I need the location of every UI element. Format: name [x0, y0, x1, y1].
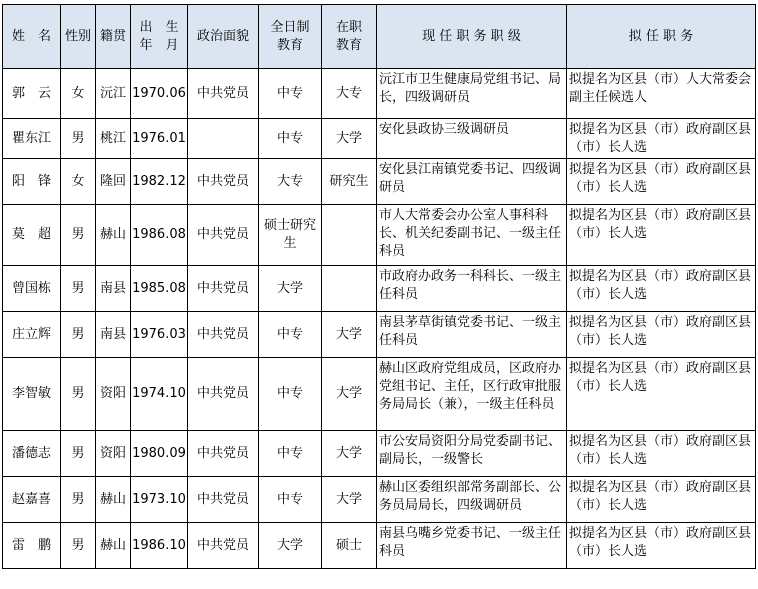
cell-fulltime-edu: 中专	[259, 69, 322, 119]
table-row	[3, 358, 756, 431]
cell-birth: 1985.08	[131, 266, 188, 312]
header-birth-line1: 出 生	[139, 19, 179, 35]
cell-current-post: 市公安局资阳分局党委副书记、副局长，一级警长	[377, 431, 567, 477]
cell-origin: 资阳	[96, 431, 131, 477]
cell-name: 赵嘉喜	[3, 477, 61, 523]
cell-gender: 男	[61, 523, 96, 569]
cell-inservice-edu: 大专	[322, 69, 377, 119]
table-row	[3, 477, 756, 523]
cell-proposed-post: 拟提名为区县（市）政府副区县（市）长人选	[567, 119, 756, 159]
cell-proposed-post: 拟提名为区县（市）政府副区县（市）长人选	[567, 523, 756, 569]
cell-fulltime-edu: 硕士研究生	[259, 205, 322, 266]
cell-name: 郭 云	[3, 69, 61, 119]
header-row	[3, 5, 756, 69]
cell-inservice-edu: 大学	[322, 119, 377, 159]
cell-gender: 男	[61, 312, 96, 358]
cell-origin: 南县	[96, 266, 131, 312]
cell-inservice-edu: 大学	[322, 358, 377, 431]
cell-proposed-post: 拟提名为区县（市）政府副区县（市）长人选	[567, 312, 756, 358]
cell-fulltime-edu: 中专	[259, 477, 322, 523]
cell-origin: 桃江	[96, 119, 131, 159]
cell-name: 雷 鹏	[3, 523, 61, 569]
cell-inservice-edu: 研究生	[322, 159, 377, 205]
cell-origin: 赫山	[96, 477, 131, 523]
cell-proposed-post: 拟提名为区县（市）政府副区县（市）长人选	[567, 431, 756, 477]
cell-inservice-edu	[322, 205, 377, 266]
cell-current-post: 市政府办政务一科科长、一级主任科员	[377, 266, 567, 312]
cell-gender: 男	[61, 431, 96, 477]
header-birth	[131, 5, 188, 69]
cell-current-post: 沅江市卫生健康局党组书记、局长，四级调研员	[377, 69, 567, 119]
cell-fulltime-edu: 大专	[259, 159, 322, 205]
cell-proposed-post: 拟提名为区县（市）政府副区县（市）长人选	[567, 477, 756, 523]
table-row	[3, 159, 756, 205]
cell-party: 中共党员	[188, 205, 259, 266]
header-party: 政治面貌	[188, 5, 259, 69]
cell-origin: 沅江	[96, 69, 131, 119]
cell-party: 中共党员	[188, 358, 259, 431]
cell-proposed-post: 拟提名为区县（市）政府副区县（市）长人选	[567, 159, 756, 205]
cell-birth: 1986.10	[131, 523, 188, 569]
header-fulltime-edu-line2: 教育	[276, 37, 303, 53]
header-origin: 籍贯	[96, 5, 131, 69]
cell-origin: 资阳	[96, 358, 131, 431]
header-fulltime-edu	[259, 5, 322, 69]
cell-origin: 赫山	[96, 205, 131, 266]
header-current-post: 现 任 职 务 职 级	[377, 5, 567, 69]
cell-gender: 男	[61, 477, 96, 523]
cell-fulltime-edu: 中专	[259, 431, 322, 477]
cell-proposed-post: 拟提名为区县（市）政府副区县（市）长人选	[567, 358, 756, 431]
cell-fulltime-edu: 中专	[259, 358, 322, 431]
cell-party: 中共党员	[188, 312, 259, 358]
candidate-table	[2, 4, 756, 569]
cell-name: 曾国栋	[3, 266, 61, 312]
cell-fulltime-edu: 中专	[259, 119, 322, 159]
table-row	[3, 523, 756, 569]
cell-birth: 1976.01	[131, 119, 188, 159]
cell-gender: 女	[61, 69, 96, 119]
header-name: 姓 名	[3, 5, 61, 69]
cell-proposed-post: 拟提名为区县（市）政府副区县（市）长人选	[567, 205, 756, 266]
cell-name: 李智敏	[3, 358, 61, 431]
cell-fulltime-edu: 大学	[259, 266, 322, 312]
cell-name: 莫 超	[3, 205, 61, 266]
cell-current-post: 市人大常委会办公室人事科科长、机关纪委副书记、一级主任科员	[377, 205, 567, 266]
cell-party: 中共党员	[188, 431, 259, 477]
cell-proposed-post: 拟提名为区县（市）政府副区县（市）长人选	[567, 266, 756, 312]
cell-name: 阳 锋	[3, 159, 61, 205]
header-birth-line2: 年 月	[139, 37, 179, 53]
cell-gender: 男	[61, 205, 96, 266]
cell-inservice-edu	[322, 266, 377, 312]
cell-inservice-edu: 大学	[322, 477, 377, 523]
cell-party: 中共党员	[188, 69, 259, 119]
header-fulltime-edu-line1: 全日制	[270, 19, 310, 35]
cell-gender: 女	[61, 159, 96, 205]
cell-name: 瞿东江	[3, 119, 61, 159]
cell-party: 中共党员	[188, 159, 259, 205]
cell-party: 中共党员	[188, 477, 259, 523]
cell-birth: 1970.06	[131, 69, 188, 119]
cell-birth: 1986.08	[131, 205, 188, 266]
cell-birth: 1980.09	[131, 431, 188, 477]
cell-current-post: 南县乌嘴乡党委书记、一级主任科员	[377, 523, 567, 569]
cell-party	[188, 119, 259, 159]
header-inservice-edu	[322, 5, 377, 69]
cell-party: 中共党员	[188, 523, 259, 569]
header-inservice-edu-line1: 在职	[335, 19, 362, 35]
cell-current-post: 安化县江南镇党委书记、四级调研员	[377, 159, 567, 205]
table-row	[3, 431, 756, 477]
table-row	[3, 312, 756, 358]
cell-origin: 隆回	[96, 159, 131, 205]
cell-inservice-edu: 大学	[322, 312, 377, 358]
cell-proposed-post: 拟提名为区县（市）人大常委会副主任候选人	[567, 69, 756, 119]
cell-current-post: 安化县政协三级调研员	[377, 119, 567, 159]
cell-party: 中共党员	[188, 266, 259, 312]
cell-gender: 男	[61, 119, 96, 159]
table-row	[3, 69, 756, 119]
cell-inservice-edu: 硕士	[322, 523, 377, 569]
header-proposed-post: 拟 任 职 务	[567, 5, 756, 69]
cell-birth: 1976.03	[131, 312, 188, 358]
cell-gender: 男	[61, 266, 96, 312]
cell-origin: 赫山	[96, 523, 131, 569]
cell-birth: 1982.12	[131, 159, 188, 205]
cell-gender: 男	[61, 358, 96, 431]
cell-name: 潘德志	[3, 431, 61, 477]
cell-birth: 1974.10	[131, 358, 188, 431]
cell-birth: 1973.10	[131, 477, 188, 523]
header-inservice-edu-line2: 教育	[335, 37, 362, 53]
cell-current-post: 南县茅草街镇党委书记、一级主任科员	[377, 312, 567, 358]
cell-inservice-edu: 大学	[322, 431, 377, 477]
header-gender: 性别	[61, 5, 96, 69]
cell-name: 庄立辉	[3, 312, 61, 358]
cell-fulltime-edu: 大学	[259, 523, 322, 569]
cell-current-post: 赫山区委组织部常务副部长、公务员局局长，四级调研员	[377, 477, 567, 523]
cell-current-post: 赫山区政府党组成员，区政府办党组书记、主任，区行政审批服务局局长（兼），一级主任科员	[377, 358, 567, 431]
table-row	[3, 266, 756, 312]
table-row	[3, 205, 756, 266]
cell-origin: 南县	[96, 312, 131, 358]
table-row	[3, 119, 756, 159]
cell-fulltime-edu: 中专	[259, 312, 322, 358]
